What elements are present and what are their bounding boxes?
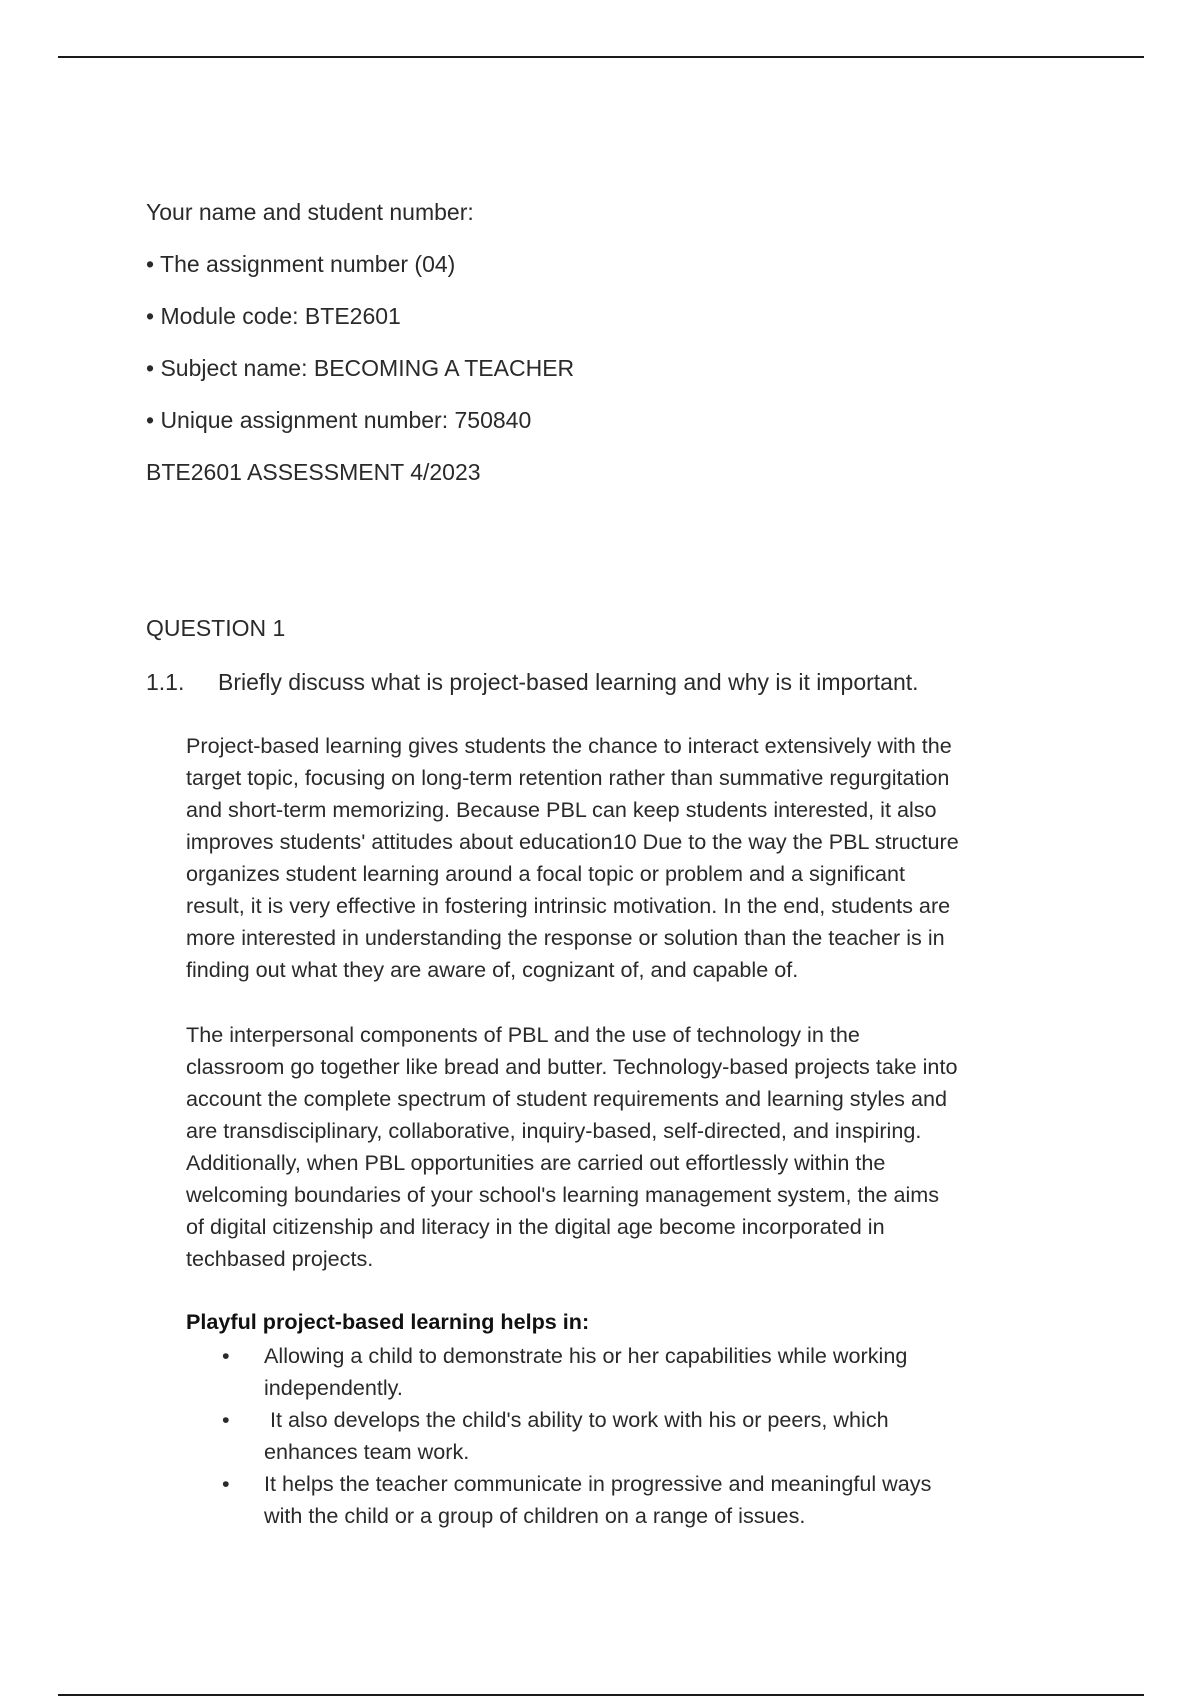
list-item (186, 1404, 931, 1468)
paragraph-line: are transdisciplinary, collaborative, inquiry-based, self-directed, and inspiring. (186, 1118, 922, 1143)
answer-paragraph-1 (186, 730, 1066, 986)
bullet-icon: • (222, 1471, 230, 1496)
subject-name-line: • Subject name: BECOMING A TEACHER (146, 355, 575, 381)
bullet-icon: • (222, 1343, 230, 1368)
bottom-rule (58, 1694, 1144, 1696)
paragraph-line: techbased projects. (186, 1246, 374, 1271)
top-rule (58, 56, 1144, 58)
list-item-line: with the child or a group of children on a range of issues. (264, 1503, 806, 1528)
assignment-number-line: • The assignment number (04) (146, 251, 456, 277)
paragraph-line: welcoming boundaries of your school's learning management system, the aims (186, 1182, 940, 1207)
playful-pbl-list (186, 1340, 931, 1532)
name-line: Your name and student number: (146, 199, 474, 225)
list-item-line: It helps the teacher communicate in progressive and meaningful ways (264, 1471, 932, 1496)
paragraph-line: Project-based learning gives students the chance to interact extensively with the (186, 733, 952, 758)
list-item-line: It also develops the child's ability to work with his or peers, which (264, 1407, 889, 1432)
assessment-title: BTE2601 ASSESSMENT 4/2023 (146, 459, 481, 485)
paragraph-line: of digital citizenship and literacy in the digital age become incorporated in (186, 1214, 885, 1239)
unique-assignment-line: • Unique assignment number: 750840 (146, 407, 532, 433)
paragraph-line: classroom go together like bread and butter. Technology-based projects take into (186, 1054, 958, 1079)
paragraph-line: finding out what they are aware of, cognizant of, and capable of. (186, 957, 799, 982)
question-number: 1.1. (146, 669, 185, 695)
paragraph-line: more interested in understanding the response or solution than the teacher is in (186, 925, 945, 950)
paragraph-line: organizes student learning around a focal topic or problem and a significant (186, 861, 906, 886)
list-item-line: independently. (264, 1375, 403, 1400)
list-item (186, 1340, 931, 1404)
paragraph-line: and short-term memorizing. Because PBL can keep students interested, it also (186, 797, 937, 822)
list-item-line: enhances team work. (264, 1439, 470, 1464)
bullet-icon: • (222, 1407, 230, 1432)
paragraph-line: improves students' attitudes about education10 Due to the way the PBL structure (186, 829, 959, 854)
list-item (186, 1468, 931, 1532)
paragraph-line: account the complete spectrum of student requirements and learning styles and (186, 1086, 948, 1111)
playful-pbl-heading: Playful project-based learning helps in: (186, 1309, 590, 1334)
paragraph-line: The interpersonal components of PBL and the use of technology in the (186, 1022, 860, 1047)
paragraph-line: result, it is very effective in fostering intrinsic motivation. In the end, students are (186, 893, 951, 918)
question-prompt: Briefly discuss what is project-based learning and why is it important. (218, 669, 919, 695)
list-item-line: Allowing a child to demonstrate his or her capabilities while working (264, 1343, 908, 1368)
module-code-line: • Module code: BTE2601 (146, 303, 401, 329)
paragraph-line: Additionally, when PBL opportunities are carried out effortlessly within the (186, 1150, 886, 1175)
answer-paragraph-2 (186, 1019, 1066, 1275)
question-heading: QUESTION 1 (146, 615, 286, 641)
paragraph-line: target topic, focusing on long-term retention rather than summative regurgitation (186, 765, 950, 790)
